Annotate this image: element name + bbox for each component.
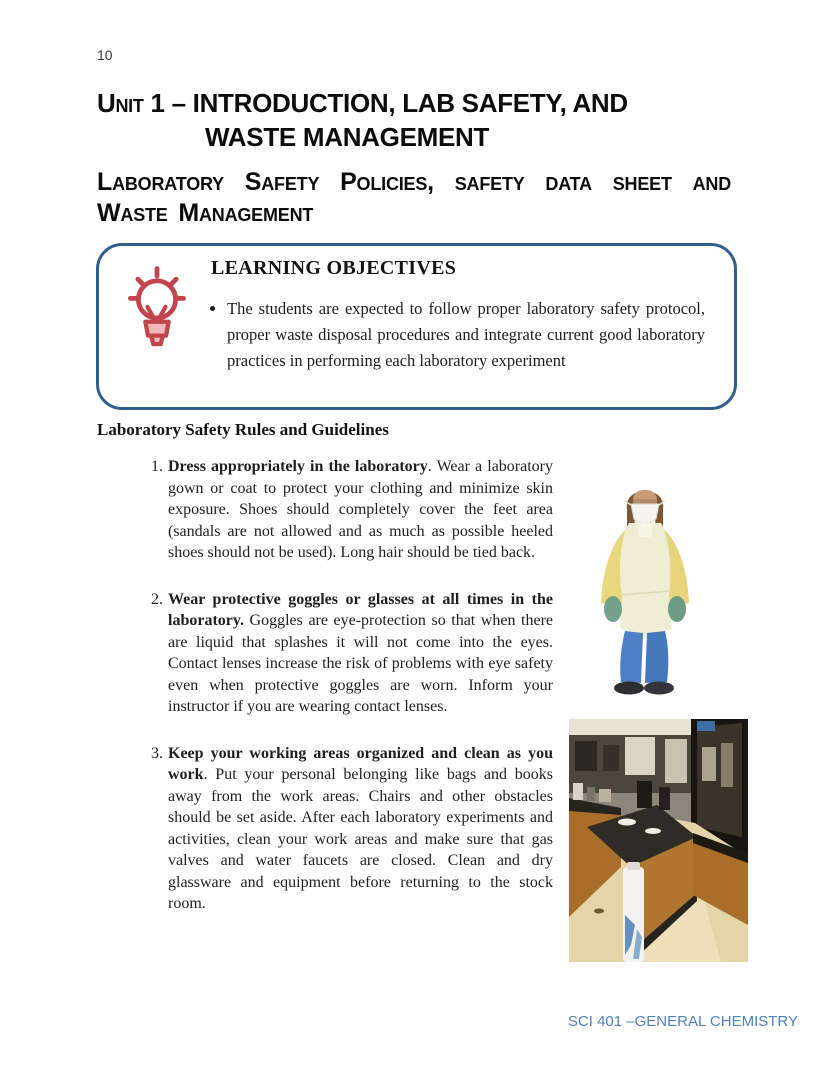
learning-objectives-title: LEARNING OBJECTIVES xyxy=(211,257,457,279)
rule-bold-lead: Wear protective goggles or glasses at all times in the laboratory. xyxy=(168,590,553,629)
rule-number: 3. xyxy=(151,744,163,762)
rules-list xyxy=(151,456,553,940)
rule-item-3 xyxy=(151,743,553,915)
learning-objectives-box xyxy=(96,243,737,410)
page-number: 10 xyxy=(97,47,113,63)
learning-objectives-text: • The students are expected to follow proper laboratory safety protocol, proper waste disposal procedures and integrate current good laboratory practices in performing each laboratory experiment xyxy=(227,296,705,374)
rule-text: . Wear a laboratory gown or coat to protect your clothing and minimize skin exposure. Shoes should completely cover the feet area (sandals are not allowed and as much as possible heeled shoes should not be used). Long hair should be tied back. xyxy=(168,458,553,561)
rule-item-2 xyxy=(151,589,553,718)
rule-text: Goggles are eye-protection so that when there are liquid that splashes it will not come into the eyes. Contact lenses increase the risk of problems with eye safety even when protective goggles are worn. Inform your instructor if you are wearing contact lenses. xyxy=(168,612,553,715)
rule-item-1 xyxy=(151,456,553,564)
rules-heading: Laboratory Safety Rules and Guidelines xyxy=(97,420,389,439)
lightbulb-icon xyxy=(123,264,191,354)
person-in-lab-gown-mask-and-gloves-photo xyxy=(577,477,713,707)
rule-text: . Put your personal belonging like bags and books away from the work areas. Chairs and other obstacles should be set aside. After each laboratory experiments and activities, clean your work areas and make sure that gas valves and water faucets are closed. Clean and dry glassware and equipment before returning to the stock room. xyxy=(168,766,553,912)
rule-number: 1. xyxy=(151,458,163,475)
rule-bold-lead: Keep your working areas organized and clean as you work xyxy=(168,744,553,783)
section-title: Laboratory Safety Policies, safety data sheet and Waste Management xyxy=(97,168,731,227)
rule-bold-lead: Dress appropriately in the laboratory xyxy=(168,458,428,475)
footer-course-label: SCI 401 –GENERAL CHEMISTRY xyxy=(567,1013,798,1030)
laboratory-room-with-benches-photo xyxy=(569,719,748,962)
unit-title-line2: WASTE MANAGEMENT xyxy=(205,122,490,152)
learning-objectives-body xyxy=(211,296,705,374)
unit-title xyxy=(97,86,747,154)
unit-title-line1: Unit 1 – INTRODUCTION, LAB SAFETY, AND xyxy=(97,88,628,118)
rule-number: 2. xyxy=(151,590,163,608)
